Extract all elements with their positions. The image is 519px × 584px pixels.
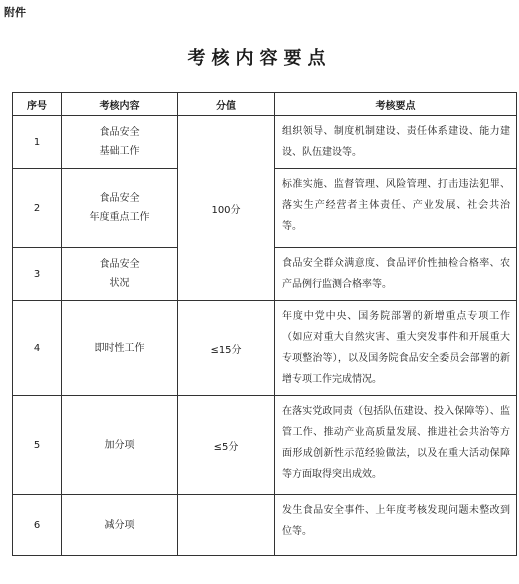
row-content-line: 食品安全	[99, 259, 140, 270]
row-points: 标准实施、监督管理、风险管理、打击违法犯罪、落实生产经营者主体责任、产业发展、社会共治等。	[275, 169, 517, 248]
row-no: 5	[13, 396, 62, 495]
table-row	[13, 495, 517, 556]
row-content	[62, 116, 178, 169]
page-title: 考核内容要点	[187, 48, 332, 69]
header-points: 考核要点	[275, 93, 517, 116]
row-content: 加分项	[62, 396, 178, 495]
table-row	[13, 301, 517, 396]
row-points: 食品安全群众满意度、食品评价性抽检合格率、农产品例行监测合格率等。	[275, 248, 517, 301]
row-content	[62, 248, 178, 301]
row-no: 4	[13, 301, 62, 396]
assessment-table	[12, 92, 517, 556]
row-score: ≤5分	[178, 396, 275, 495]
row-no: 6	[13, 495, 62, 556]
row-points: 组织领导、制度机制建设、责任体系建设、能力建设、队伍建设等。	[275, 116, 517, 169]
table-row	[13, 116, 517, 169]
header-no: 序号	[13, 93, 62, 116]
header-score: 分值	[178, 93, 275, 116]
row-content: 减分项	[62, 495, 178, 556]
row-content: 即时性工作	[62, 301, 178, 396]
row-points: 在落实党政同责（包括队伍建设、投入保障等）、监管工作、推动产业高质量发展、推进社会共治等方面形成创新性示范经验做法，以及在重大活动保障等方面取得突出成效。	[275, 396, 517, 495]
row-no: 1	[13, 116, 62, 169]
row-score: ≤15分	[178, 301, 275, 396]
row-points: 发生食品安全事件、上年度考核发现问题未整改到位等。	[275, 495, 517, 556]
table-header-row	[13, 93, 517, 116]
table-row	[13, 396, 517, 495]
row-content-line: 基础工作	[99, 146, 140, 157]
row-score: 100分	[178, 116, 275, 301]
header-content: 考核内容	[62, 93, 178, 116]
row-no: 3	[13, 248, 62, 301]
attachment-label: 附件	[4, 6, 26, 19]
row-points: 年度中党中央、国务院部署的新增重点专项工作（如应对重大自然灾害、重大突发事件和开展重大专项整治等），以及国务院食品安全委员会部署的新增专项工作完成情况。	[275, 301, 517, 396]
row-content	[62, 169, 178, 248]
row-content-line: 年度重点工作	[89, 212, 150, 223]
row-content-line: 食品安全	[99, 193, 140, 204]
row-score	[178, 495, 275, 556]
row-content-line: 状况	[109, 278, 130, 289]
row-no: 2	[13, 169, 62, 248]
row-content-line: 食品安全	[99, 127, 140, 138]
